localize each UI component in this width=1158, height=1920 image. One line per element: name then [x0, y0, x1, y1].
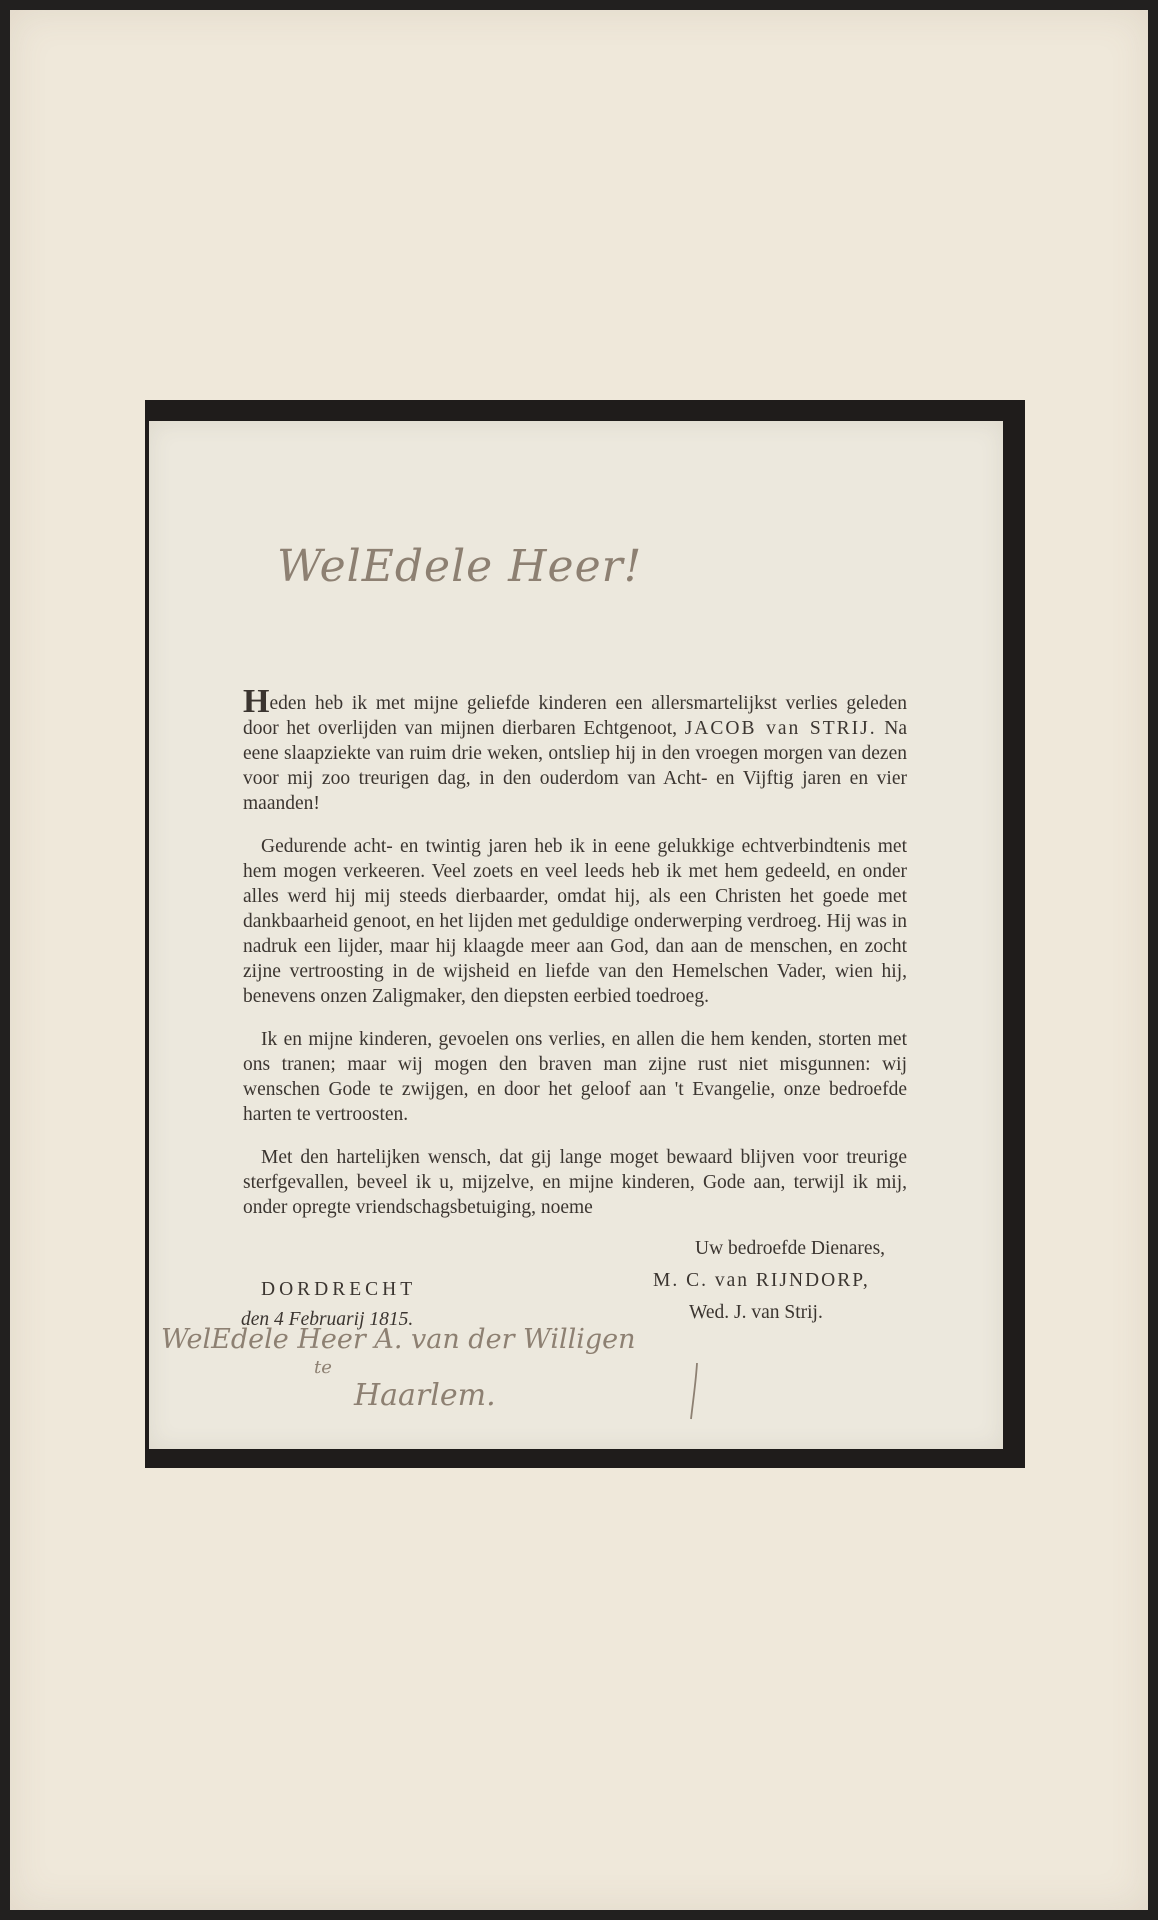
drop-cap: H: [243, 683, 270, 720]
paragraph-1-text-start: eden heb ik met mijne geliefde kinderen een allersmartelijkst verlies geleden door het overlijden van mijnen dierbaren Echtgenoot,: [243, 693, 907, 739]
handwritten-salutation: WelEdele Heer!: [277, 541, 643, 592]
address-line-2: te: [314, 1357, 332, 1378]
widow-line: Wed. J. van Strij.: [689, 1302, 823, 1323]
closing-block: [653, 1233, 913, 1329]
paragraph-1-text-end: Na eene slaapziekte van ruim drie weken, ontsliep hij in den vroegen morgen van dezen voor mij zoo treurigen dag, in den ouderdom van Acht- en Vijftig jaren en vier maanden!: [243, 718, 907, 814]
place: DORDRECHT: [261, 1279, 417, 1300]
address-line-3: Haarlem.: [354, 1378, 496, 1413]
paragraph-2: Gedurende acht- en twintig jaren heb ik in eene gelukkige echtverbindtenis met hem mogen verkeeren. Veel zoets en veel leeds heb ik met hem gedeeld, en onder alles werd hij mij steeds dierbaarder, omdat hij, als een Christen het goede met dankbaarheid genoot, en het lijden met geduldige onderwerping verdroeg. Hij was in nadruk een lijder, maar hij klaagde meer aan God, dan aan de menschen, en zocht zijne vertroosting in de wijsheid en liefde van den Hemelschen Vader, wien hij, benevens onzen Zaligmaker, den diepsten eerbied toedroeg.: [243, 836, 907, 1007]
date: den 4 Februarij 1815.: [241, 1309, 414, 1330]
paragraph-3: Ik en mijne kinderen, gevoelen ons verlies, en allen die hem kenden, storten met ons tranen; maar wij mogen den braven man zijne rust niet misgunnen: wij wenschen Gode te zwijgen, en door het geloof aan 't Evangelie, onze bedroefde harten te vertroosten.: [243, 1029, 907, 1125]
handwritten-address: [149, 1321, 669, 1415]
letter-body: [243, 683, 907, 1238]
paragraph-4: Met den hartelijken wensch, dat gij lange moget bewaard blijven voor treurige sterfgevallen, beveel ik u, mijzelve, en mijne kinderen, Gode aan, terwijl ik mij, onder opregte vriendschagsbetuiging, noeme: [243, 1147, 907, 1218]
paragraph-1: [243, 683, 907, 816]
pen-flourish-icon: [689, 1361, 699, 1421]
letter-sheet: [149, 421, 1003, 1449]
address-line-1: WelEdele Heer A. van der Willigen: [161, 1324, 636, 1355]
signature: M. C. van RIJNDORP,: [653, 1270, 870, 1291]
valediction: Uw bedroefde Dienares,: [695, 1238, 886, 1259]
deceased-name: JACOB van STRIJ.: [684, 718, 877, 739]
